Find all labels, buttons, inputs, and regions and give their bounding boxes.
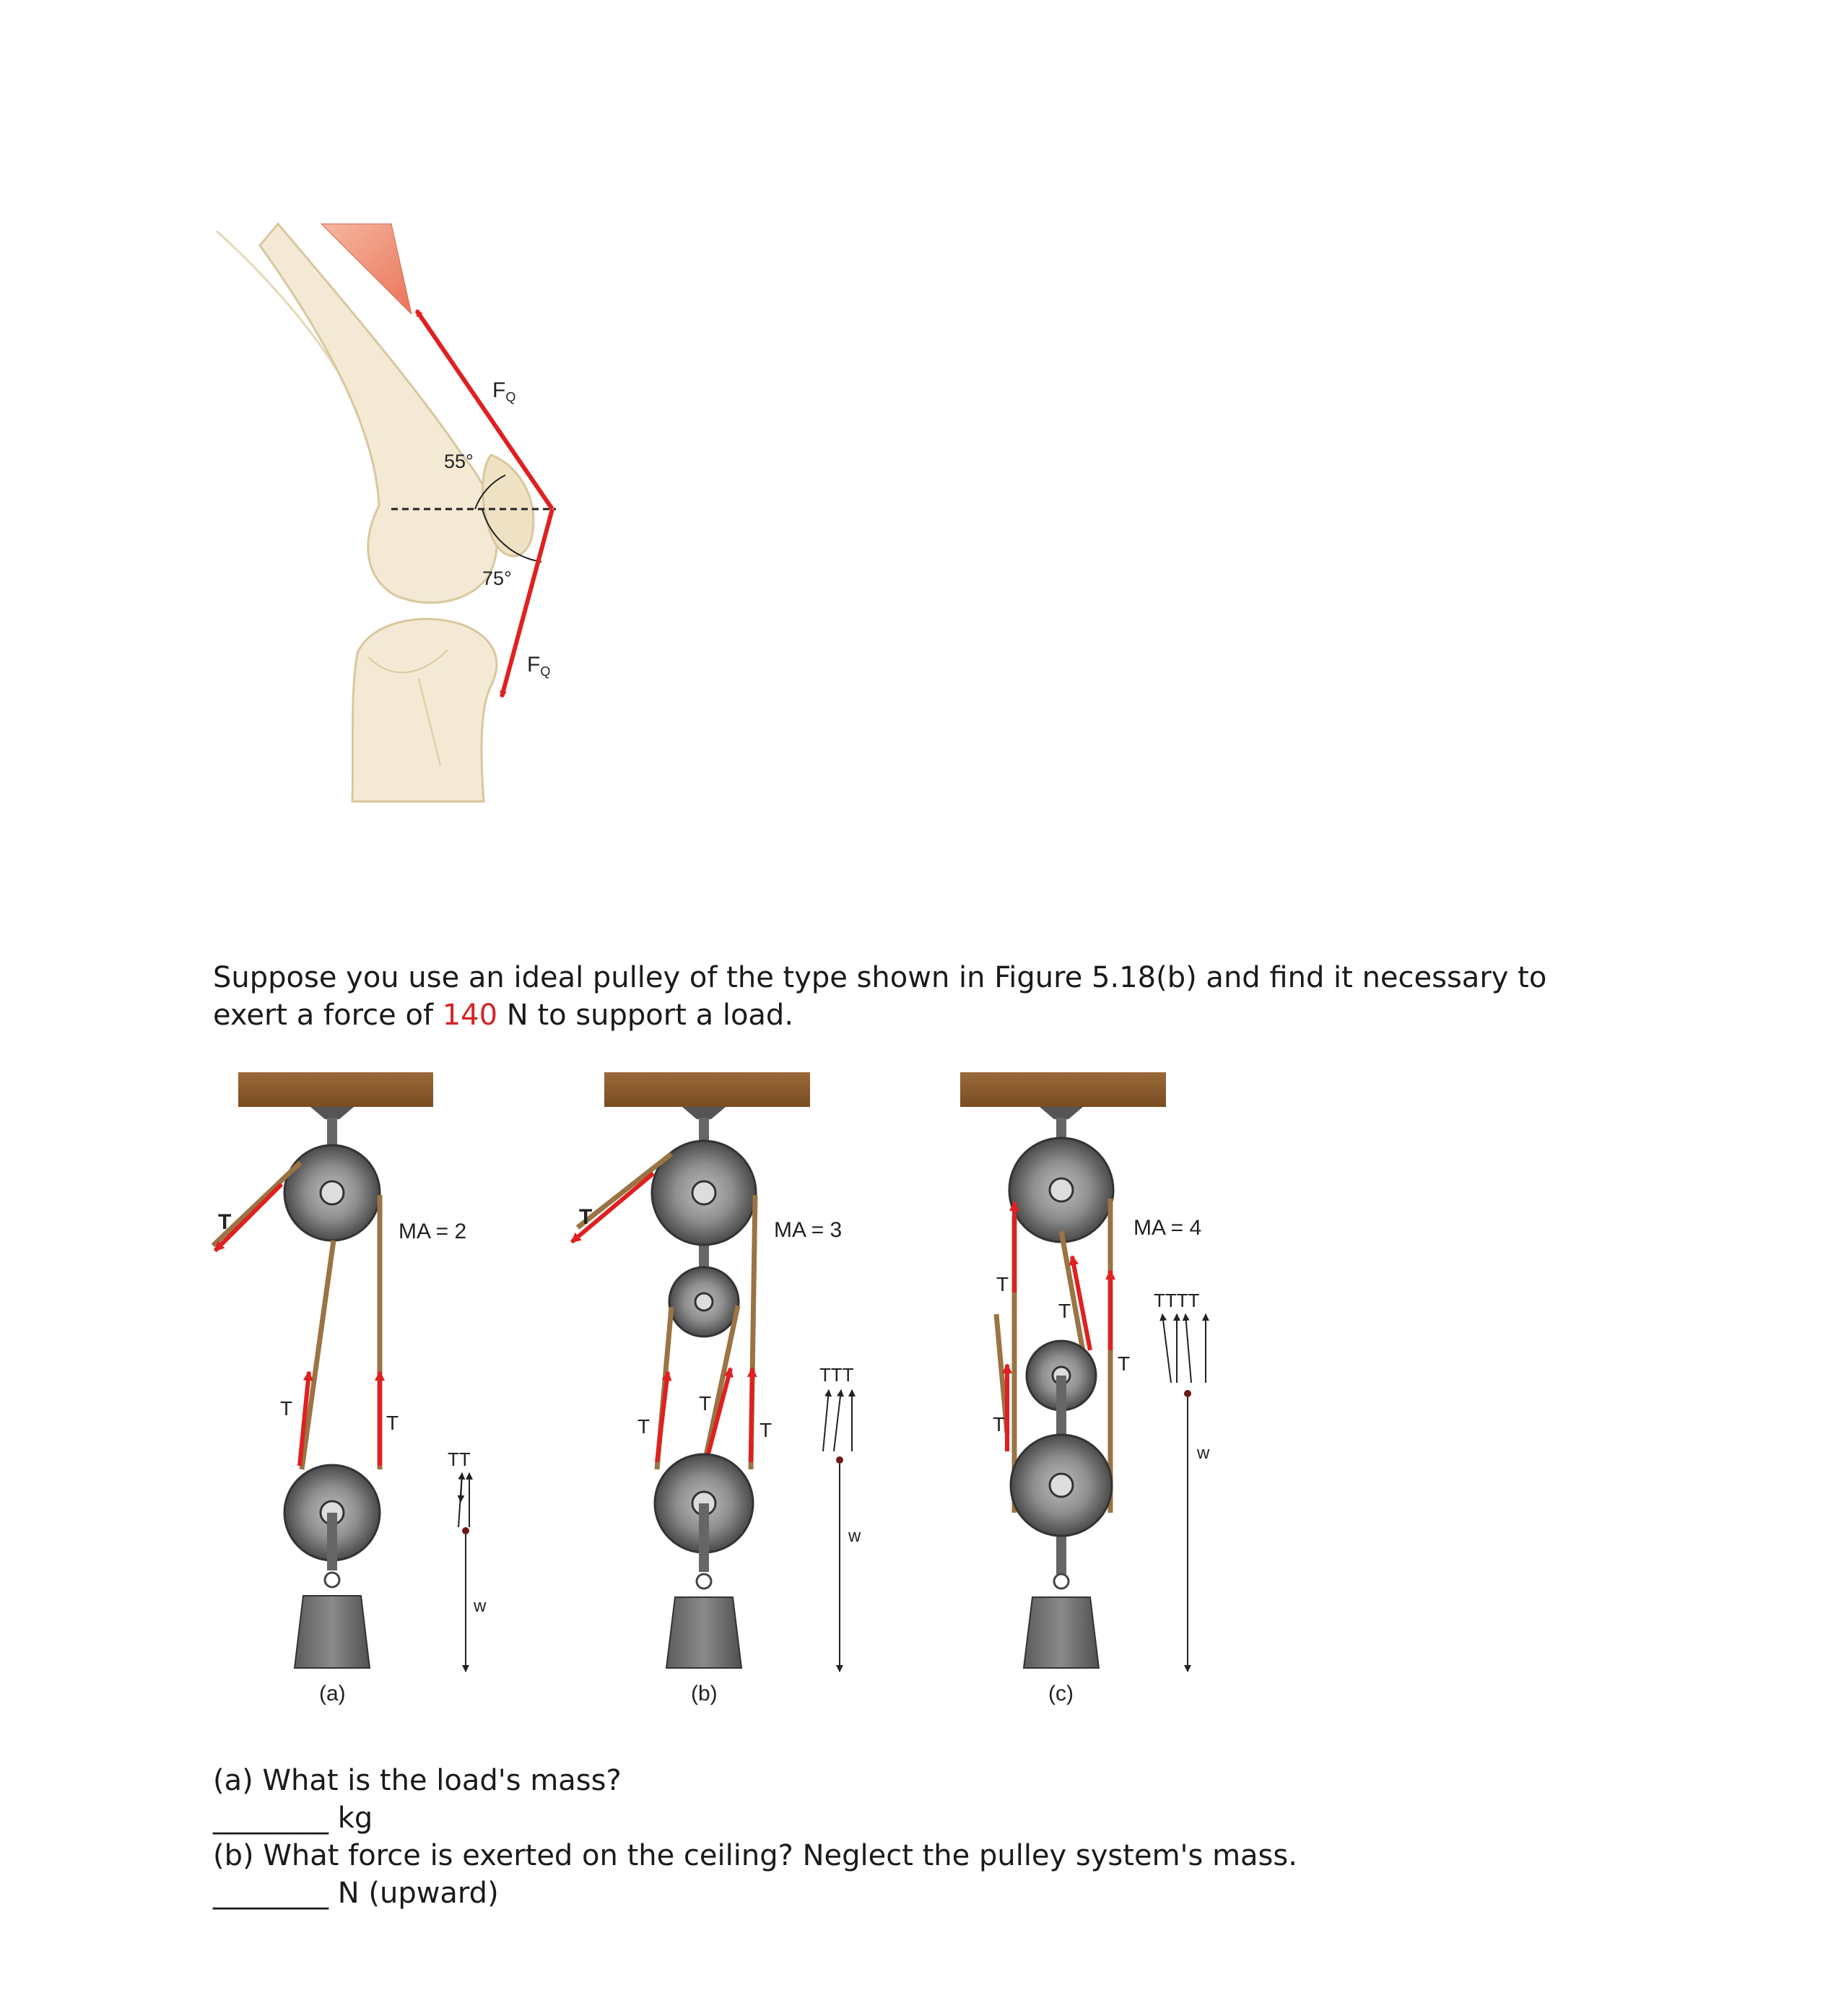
problem-line-2-suffix: N to support a load.: [497, 999, 794, 1032]
problem-line-2: [213, 996, 793, 1034]
tibia-bone: [352, 619, 497, 801]
tension-arrow-b2: [706, 1368, 731, 1462]
knee-diagram: [202, 217, 664, 809]
pull-label-a: T: [218, 1210, 232, 1234]
force-value: 140: [442, 999, 498, 1032]
caption-b: (b): [691, 1682, 718, 1706]
answer-a-unit: kg: [337, 1802, 373, 1835]
problem-line-1: Suppose you use an ideal pulley of the type shown in Figure 5.18(b) and find it necessary to: [213, 961, 1547, 994]
pulley-system-a: [213, 1072, 487, 1706]
mount-c: [1040, 1107, 1083, 1119]
weight-b: [666, 1597, 741, 1668]
pulley-system-c: [960, 1072, 1210, 1706]
angle-label-upper: 55°: [444, 451, 474, 472]
mount-b: [682, 1107, 726, 1119]
fbd-tension-c: TTTT: [1154, 1290, 1200, 1311]
tension-label-c2: T: [993, 1413, 1006, 1435]
answer-b-row: [213, 1874, 499, 1912]
rope-a-left: [302, 1241, 334, 1469]
tension-label-b1: T: [637, 1415, 650, 1438]
fbd-point-a: [462, 1527, 469, 1534]
ma-label-c: MA = 4: [1133, 1216, 1202, 1240]
question-b: (b) What force is exerted on the ceiling? Neglect the pulley system's mass.: [213, 1839, 1297, 1872]
force-label-lower: $F_Q$: [527, 653, 551, 679]
problem-line-2-prefix: exert a force of: [213, 999, 443, 1032]
tension-arrow-b3: [751, 1368, 752, 1462]
ceiling-b: [604, 1072, 810, 1107]
force-label-upper: $F_Q$: [492, 378, 516, 404]
tension-label-a2: T: [386, 1412, 399, 1434]
fbd-weight-label-a: w: [474, 1596, 487, 1616]
fbd-weight-label-b: w: [848, 1526, 861, 1546]
fbd-point-c: [1184, 1390, 1191, 1397]
answer-b-unit: N (upward): [337, 1877, 499, 1910]
tension-label-c1: T: [996, 1273, 1009, 1295]
caption-a: (a): [319, 1682, 346, 1706]
answer-a-blank[interactable]: ________: [213, 1802, 328, 1835]
weight-c: [1024, 1597, 1099, 1668]
mount-a: [310, 1107, 354, 1119]
angle-label-lower: 75°: [482, 568, 512, 589]
ma-label-a: MA = 2: [399, 1220, 467, 1243]
fbd-tension-b: TTT: [819, 1364, 854, 1386]
tension-label-c4: T: [1118, 1352, 1131, 1375]
tension-label-c3: T: [1058, 1300, 1071, 1322]
pulley-figure: [202, 1061, 1285, 1726]
tension-label-b3: T: [760, 1419, 772, 1441]
fbd-weight-label-c: w: [1197, 1443, 1210, 1463]
ceiling-a: [238, 1072, 433, 1107]
caption-c: (c): [1048, 1682, 1074, 1706]
pull-label-b: T: [579, 1205, 593, 1229]
answer-a-row: [213, 1799, 373, 1837]
fbd-point-b: [836, 1456, 843, 1464]
pulley-system-b: [572, 1072, 861, 1706]
answer-b-blank[interactable]: ________: [213, 1877, 328, 1910]
tension-label-b2: T: [699, 1392, 712, 1415]
ceiling-c: [960, 1072, 1166, 1107]
fbd-tension-a: TT: [448, 1448, 471, 1470]
question-a: (a) What is the load's mass?: [213, 1764, 622, 1797]
tension-label-a1: T: [280, 1397, 293, 1420]
ma-label-b: MA = 3: [774, 1218, 843, 1242]
weight-a: [295, 1596, 370, 1668]
